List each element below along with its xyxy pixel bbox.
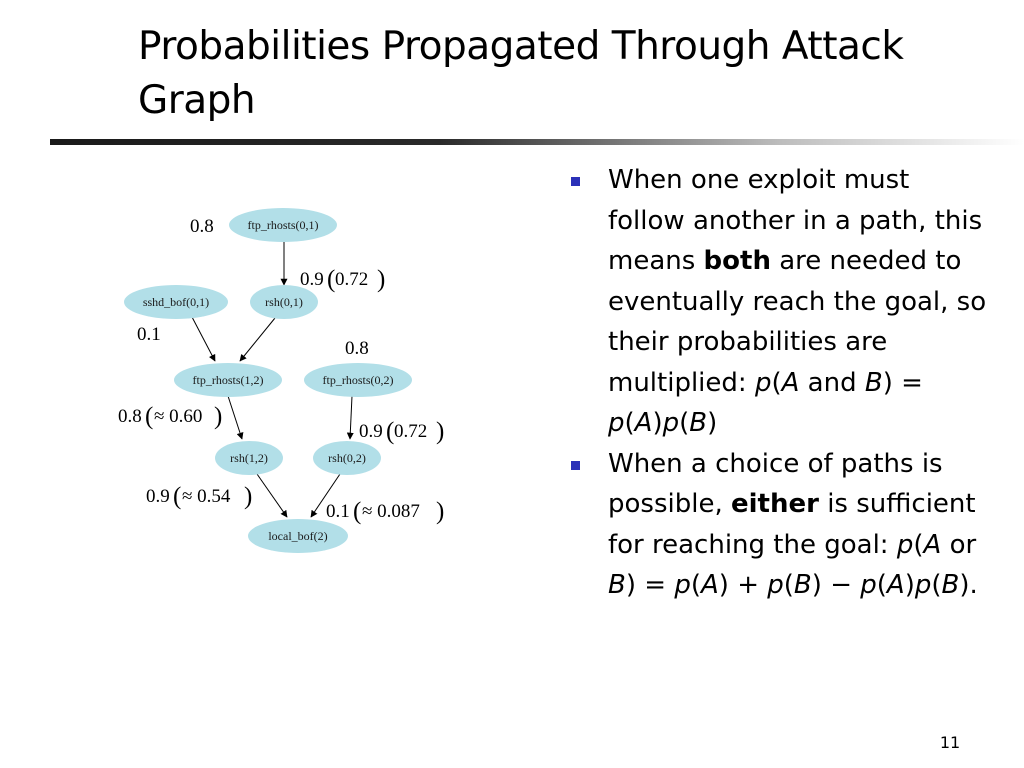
edge-ftp12-rsh12: [228, 396, 242, 439]
prob-rsh01-cum: 0.72: [335, 269, 369, 290]
prob-rsh12-cum: ≈ 0.54: [182, 486, 231, 507]
node-local-bof-2: [248, 519, 348, 553]
prob-ftp01: 0.8: [190, 216, 214, 237]
prob-rsh02-cum: 0.72: [394, 421, 428, 442]
paren-open: (: [145, 403, 154, 430]
bullet-emphasis: either: [730, 489, 819, 519]
prob-rsh02: 0.9: [359, 421, 383, 442]
node-sshd-bof-0-1: [124, 285, 228, 319]
title-divider: [50, 139, 1024, 145]
prob-local2: 0.1: [326, 501, 350, 522]
node-rsh-0-2: [313, 441, 381, 475]
prob-rsh02-group: [359, 418, 444, 445]
prob-rsh01-group: [300, 266, 385, 293]
prob-rsh01: 0.9: [300, 269, 324, 290]
paren-open: (: [386, 418, 395, 445]
prob-ftp12-cum: ≈ 0.60: [154, 406, 203, 427]
prob-rsh12-group: [146, 483, 252, 510]
node-label: ftp_rhosts(1,2): [192, 373, 264, 387]
bullet-alternative-paths: [568, 444, 988, 606]
node-rsh-1-2: [215, 441, 283, 475]
node-label: rsh(1,2): [230, 451, 268, 465]
prob-local2-cum: ≈ 0.087: [362, 501, 420, 522]
node-label: rsh(0,1): [265, 295, 303, 309]
square-bullet-icon: [571, 461, 580, 470]
bullet-sequential-paths: [568, 160, 988, 444]
bullet-emphasis: both: [703, 246, 771, 276]
node-label: ftp_rhosts(0,2): [322, 373, 394, 387]
paren-close: ): [377, 266, 386, 293]
bullet-list: [568, 160, 988, 606]
paren-close: ): [244, 483, 253, 510]
node-label: rsh(0,2): [328, 451, 366, 465]
bullet-text: When one exploit must follow another in a path, this means: [608, 165, 983, 276]
prob-ftp12: 0.8: [118, 406, 142, 427]
node-ftp-rhosts-0-2: [304, 363, 412, 397]
prob-ftp02: 0.8: [345, 338, 369, 359]
node-ftp-rhosts-0-1: [229, 208, 337, 242]
node-rsh-0-1: [250, 285, 318, 319]
prob-ftp12-group: [118, 403, 222, 430]
paren-open: (: [327, 266, 336, 293]
prob-local2-group: [326, 498, 444, 525]
formula-or: p(A or B) = p(A) + p(B) − p(A)p(B).: [608, 529, 978, 600]
node-ftp-rhosts-1-2: [174, 363, 282, 397]
formula-and: p(A and B) = p(A)p(B): [608, 367, 923, 438]
bullet-text: When a choice of paths is possible,: [608, 448, 943, 519]
square-bullet-icon: [571, 177, 580, 186]
edge-ftp02-rsh02: [350, 396, 352, 439]
slide-title: Probabilities Propagated Through Attack Graph: [138, 24, 904, 123]
paren-close: ): [436, 498, 445, 525]
node-label: local_bof(2): [268, 529, 328, 543]
paren-close: ): [214, 403, 223, 430]
paren-open: (: [353, 498, 362, 525]
node-label: ftp_rhosts(0,1): [247, 218, 319, 232]
prob-sshd01: 0.1: [137, 324, 161, 345]
edge-sshd01-ftp12: [192, 317, 215, 361]
edge-rsh01-ftp12: [240, 318, 275, 361]
paren-open: (: [173, 483, 182, 510]
bullet-text: is sufficient for reaching the goal:: [608, 489, 976, 560]
prob-rsh12: 0.9: [146, 486, 170, 507]
paren-close: ): [436, 418, 445, 445]
attack-graph: [0, 150, 560, 570]
node-label: sshd_bof(0,1): [142, 295, 210, 309]
bullet-text: are needed to eventually reach the goal, so their probabilities are multiplied:: [608, 246, 987, 398]
edge-rsh12-local2: [257, 474, 287, 517]
slide-number: 11: [939, 733, 961, 752]
